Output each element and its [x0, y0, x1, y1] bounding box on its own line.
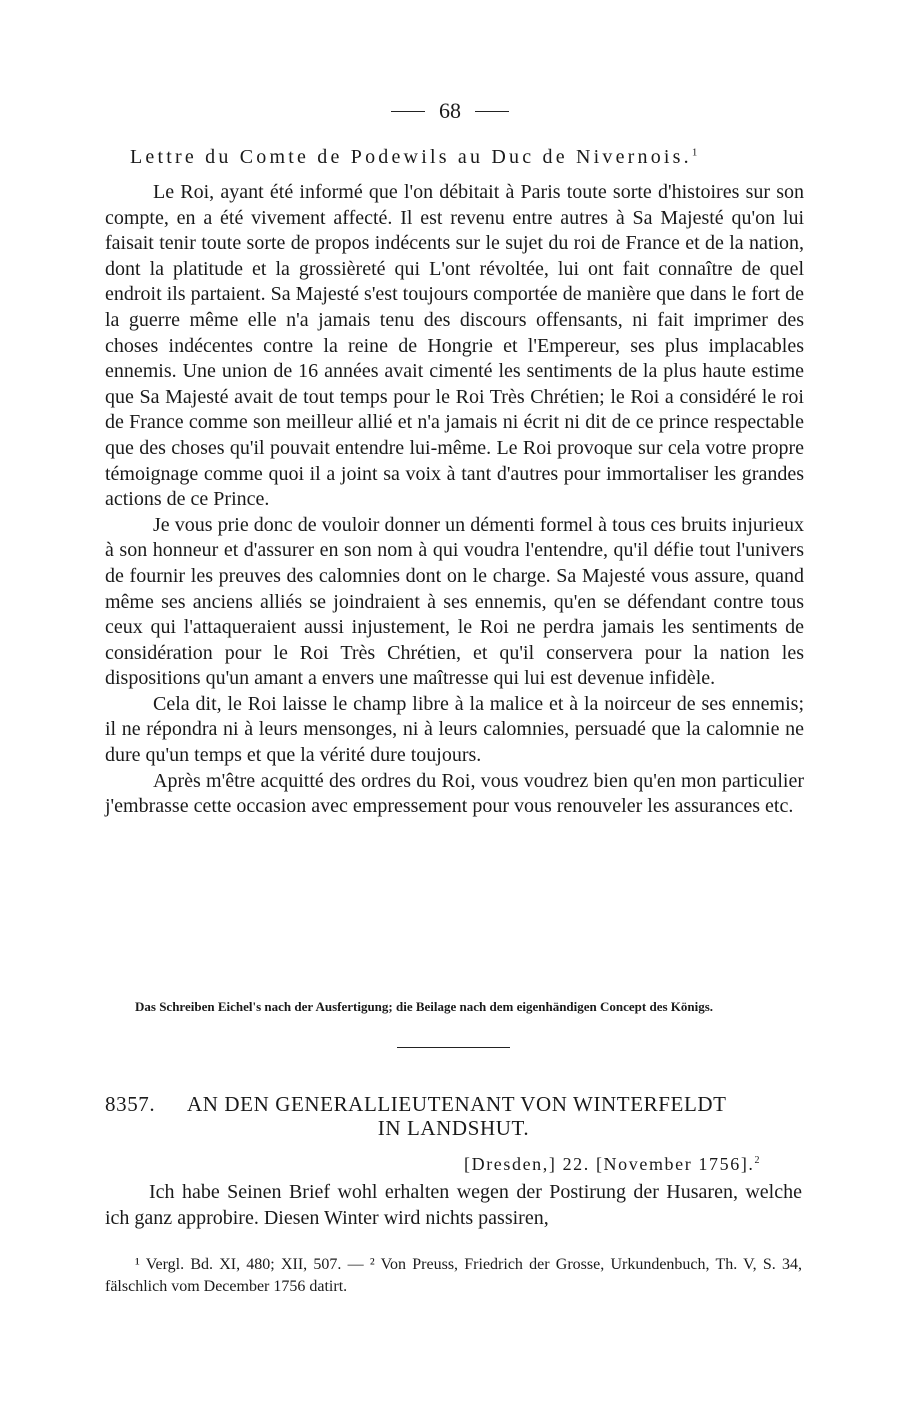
page-header — [0, 98, 900, 124]
letter-paragraph: Cela dit, le Roi laisse le champ libre à la malice et à la noirceur de ses ennemis; il ne répondra ni à leurs mensonges, ni à leurs calomnies, persuadé que la calomnie ne dure qu'un temps et que la vérité dure toujours. — [105, 692, 804, 767]
letter-title-text: Lettre du Comte de Podewils au Duc de Nivernois. — [130, 146, 692, 168]
footnote-text: ¹ Vergl. Bd. XI, 480; XII, 507. — ² Von Preuss, Friedrich der Grosse, Urkundenbuch, Th. V, S. 34, fälschlich vom December 1756 datirt. — [105, 1256, 802, 1295]
header-dash-left — [391, 111, 425, 112]
document-heading-line1: AN DEN GENERALLIEUTENANT VON WINTERFELDT — [187, 1092, 727, 1116]
source-note — [105, 998, 802, 1015]
header-dash-right — [475, 111, 509, 112]
letter-paragraph: Je vous prie donc de vouloir donner un démenti formel à tous ces bruits injurieux à son honneur et d'assurer en son nom à qui voudra l'entendre, qu'il défie tout l'univers de fournir les preuves des calomnies dont on le charge. Sa Majesté vous assure, quand même ses anciens alliés se joindraient à ses ennemis, qu'en se défendant contre tous ceux qui l'attaqueraient aussi injustement, le Roi ne perdra jamais les sentiments de considération pour le Roi Très Chrétien, et qu'il conservera pour la nation les dispositions qu'un amant a envers une maîtresse qui lui est devenue infidèle. — [105, 513, 804, 690]
letter-body — [105, 180, 804, 820]
document-number: 8357. — [105, 1092, 156, 1116]
document-heading-line2: IN LANDSHUT. — [377, 1116, 530, 1140]
dateline — [464, 1154, 804, 1175]
letter-paragraph: Le Roi, ayant été informé que l'on débitait à Paris toute sorte d'histoires sur son compte, en a été vivement affecté. Il est revenu entre autres à Sa Majesté qu'on lui faisait tenir toute sorte de propos indécents sur le sujet du roi de France et de la nation, dont la platitude et la grossièreté qui L'ont révoltée, lui ont fait connaître de quel endroit ils partaient. Sa Majesté s'est toujours comportée de manière que dans le fort de la guerre même elle n'a jamais tenu des discours offensants, ni fait imprimer des choses indécentes contre la reine de Hongrie et l'Empereur, ses plus implacables ennemis. Une union de 16 années avait cimenté les sentiments de la plus haute estime que Sa Majesté avait de tout temps pour le Roi Très Chrétien; le Roi a considéré le roi de France comme son meilleur allié et n'a jamais ni écrit ni dit de ce prince respectable que des choses qu'il pouvait entendre lui-même. Le Roi provoque sur cela votre propre témoignage comme quoi il a joint sa voix à tant d'autres pour immortaliser les grandes actions de ce Prince. — [105, 181, 804, 511]
footnote-mark: 2 — [754, 1155, 760, 1166]
document-body — [105, 1180, 802, 1231]
footnotes — [105, 1254, 802, 1298]
footnote-mark: 1 — [691, 146, 698, 159]
letter-paragraph: Après m'être acquitté des ordres du Roi, vous voudrez bien qu'en mon particulier j'embrasse cette occasion avec empressement pour vous renouveler les assurances etc. — [105, 769, 804, 818]
letter-title — [130, 146, 830, 169]
document-paragraph: Ich habe Seinen Brief wohl erhalten wegen der Postirung der Husaren, welche ich ganz approbire. Diesen Winter wird nichts passiren, — [105, 1181, 802, 1229]
section-separator — [397, 1047, 510, 1048]
page-number: 68 — [439, 98, 461, 123]
dateline-text: [Dresden,] 22. [November 1756]. — [464, 1154, 755, 1174]
source-note-text: Das Schreiben Eichel's nach der Ausfertigung; die Beilage nach dem eigenhändigen Concept des Königs. — [135, 999, 714, 1014]
